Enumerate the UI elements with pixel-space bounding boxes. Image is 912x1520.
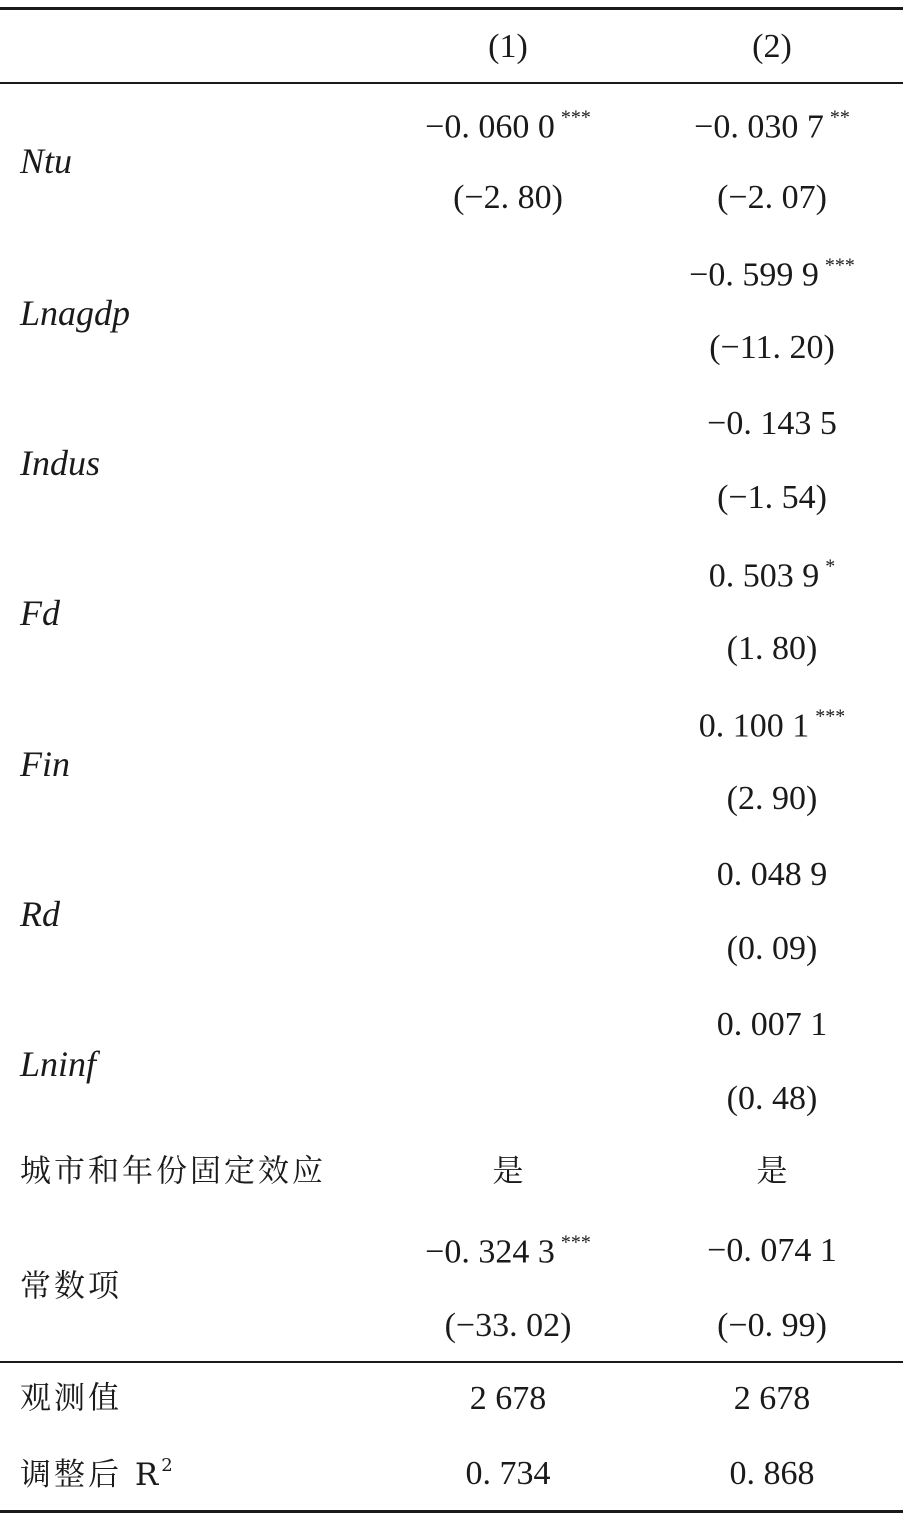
significance-stars: **: [829, 106, 850, 129]
tstat-cell: (−11. 20): [709, 329, 835, 366]
row-label-constant: 常数项: [20, 1268, 122, 1305]
row-label-lnagdp: Lnagdp: [20, 293, 131, 333]
coef-cell: −0. 074 1: [707, 1232, 837, 1269]
tstat-cell: (−1. 54): [717, 479, 827, 516]
tstat-cell: (0. 48): [726, 1080, 818, 1117]
observations-cell: 2 678: [733, 1380, 811, 1417]
tstat-cell: (−2. 07): [717, 179, 827, 216]
tstat-cell: (−0. 99): [717, 1307, 827, 1344]
tstat-cell: (−2. 80): [453, 179, 563, 216]
adj-r2-cell: 0. 734: [465, 1455, 551, 1492]
observations-cell: 2 678: [469, 1380, 547, 1417]
row-label-lninf: Lninf: [20, 1044, 97, 1084]
row-label-adj-r2: 调整后 $R^2$: [20, 1455, 176, 1493]
coef-cell: −0. 599 9 ***: [689, 254, 855, 294]
coef-cell: −0. 143 5: [707, 405, 837, 442]
row-label-rd: Rd: [20, 894, 60, 934]
significance-stars: ***: [560, 1231, 591, 1254]
superscript: 2: [161, 1455, 176, 1476]
adj-r2-cell: 0. 868: [729, 1455, 815, 1492]
table-header-rule: [0, 82, 903, 84]
table-bottom-rule: [0, 1510, 903, 1513]
significance-stars: ***: [560, 106, 591, 129]
coef-cell: −0. 324 3 ***: [425, 1231, 591, 1271]
table-stats-rule: [0, 1361, 903, 1363]
tstat-cell: (0. 09): [726, 930, 818, 967]
coef-cell: 0. 048 9: [716, 856, 828, 893]
coef-cell: −0. 030 7 **: [694, 106, 850, 146]
row-label-indus: Indus: [20, 443, 100, 483]
tstat-cell: (−33. 02): [444, 1307, 572, 1344]
significance-stars: ***: [824, 254, 855, 277]
coef-cell: 0. 503 9 *: [708, 555, 836, 595]
coef-cell: −0. 060 0 ***: [425, 106, 591, 146]
significance-stars: *: [825, 555, 836, 578]
row-label-ntu: Ntu: [20, 141, 73, 181]
column-header-2: (2): [752, 28, 792, 65]
row-label-fin: Fin: [20, 744, 70, 784]
tstat-cell: (2. 90): [726, 780, 818, 817]
table-top-rule: [0, 7, 903, 10]
row-label-fd: Fd: [20, 593, 60, 633]
column-header-1: (1): [488, 28, 528, 65]
tstat-cell: (1. 80): [726, 630, 818, 667]
fixed-effects-cell: 是: [756, 1153, 788, 1190]
coef-cell: 0. 100 1 ***: [698, 705, 846, 745]
coef-cell: 0. 007 1: [716, 1006, 828, 1043]
row-label-observations: 观测值: [20, 1380, 122, 1417]
row-label-fixed-effects: 城市和年份固定效应: [20, 1153, 326, 1190]
fixed-effects-cell: 是: [492, 1153, 524, 1190]
significance-stars: ***: [815, 705, 846, 728]
